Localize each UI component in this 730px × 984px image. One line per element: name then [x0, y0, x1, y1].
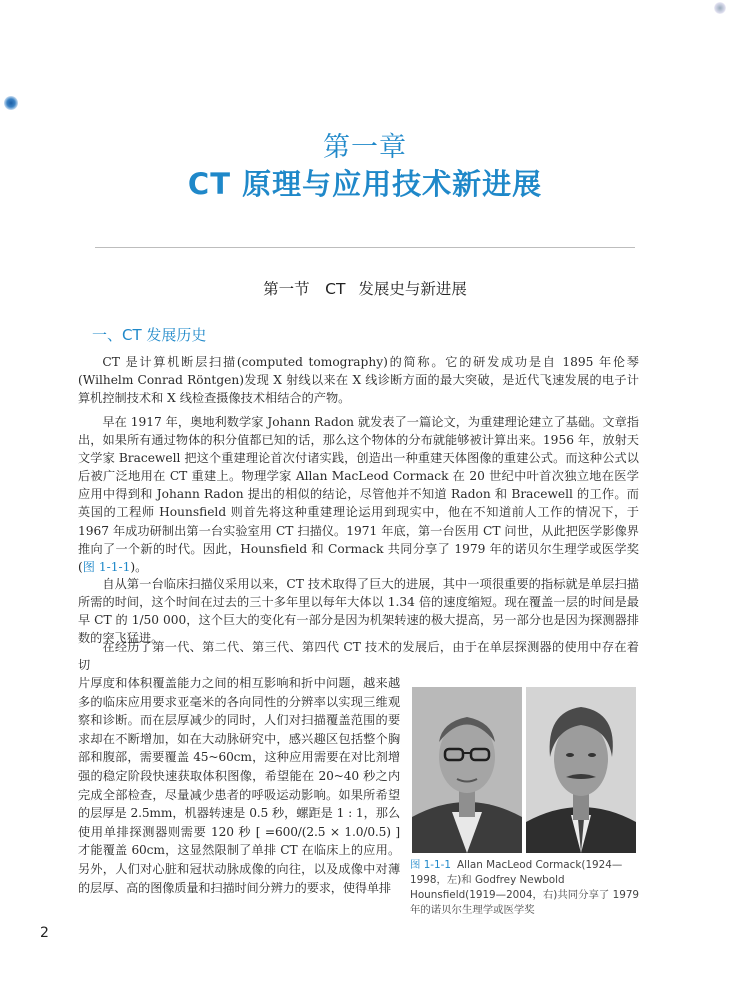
paragraph-2-text: 早在 1917 年，奥地利数学家 Johann Radon 就发表了一篇论文，为重建理论建立了基础。文章指出，如果所有通过物体的积分值都已知的话，那么这个物体的分布就能够被计算出来。1956 年，放射天文学家 Bracewell 把这个重建理论首次付诸实践，创造出一种重建天体图像的重建公式。而这种公式以后被广泛地用在 CT 重建上。物理学家 Allan MacLeod Cormack 在 20 世纪中叶首次独立地在医学应用中得到和 Johann Radon 提出的相似的结论，尽管他并不知道 Radon 和 Bracewell 的工作。而英国的工程师 Hounsfield 则首先将这种重建理论运用到现实中，他在不知道前人工作的情况下，于 1967 年成功研制出第一台实验室用 CT 扫描仪。1971 年底，第一台医用 CT 问世，从此把医学影像界推向了一个新的时代。因此，Hounsfield 和 Cormack 共同分享了 1979 年的诺贝尔生理学或医学奖(: [78, 415, 639, 574]
figure-label: 图 1-1-1: [410, 859, 452, 871]
page-number: 2: [40, 925, 49, 941]
portrait-left-icon: [412, 687, 522, 853]
paragraph-2: [78, 413, 639, 576]
corner-mark: [714, 2, 726, 14]
cormack-portrait-photo: [412, 687, 522, 853]
paragraph-3: 自从第一台临床扫描仪采用以来，CT 技术取得了巨大的进展，其中一项很重要的指标就是单层扫描所需的时间，这个时间在过去的三十多年里以每年大体以 1.34 倍的速度缩短。现在覆盖一层的时间是最早 CT 的 1/50 000，这个巨大的变化有一部分是因为机架转速的极大提高，另一部分也是因为探测器排数的突飞猛进。: [78, 577, 639, 646]
figure-photos: [412, 687, 636, 853]
portrait-right-icon: [526, 687, 636, 853]
paragraph-1: CT 是计算机断层扫描(computed tomography)的简称。它的研发成功是自 1895 年伦琴(Wilhelm Conrad Röntgen)发现 X 射线以来在 X 线诊断方面的最大突破，是近代飞速发展的电子计算机控制技术和 X 线检查摄像技术相结合的产物。: [78, 355, 639, 406]
subsection-title: 一、CT 发展历史: [92, 326, 207, 344]
paragraph-4: 在经历了第一代、第二代、第三代、第四代 CT 技术的发展后，由于在单层探测器的使用中存在着切: [78, 640, 639, 673]
hounsfield-portrait-photo: [526, 687, 636, 853]
chapter-number: 第一章: [323, 132, 407, 163]
chapter-divider: [95, 247, 635, 248]
paragraph-4-continued: 片厚度和体积覆盖能力之间的相互影响和折中问题，越来越多的临床应用要求亚毫米的各向同性的分辨率以实现三维观察和诊断。而在层厚减少的同时，人们对扫描覆盖范围的要求却在不断增加，如在大动脉研究中，感兴趣区包括整个胸部和腹部，需要覆盖 45~60cm，这种应用需要在对比剂增强的稳定阶段快速获取体积图像，希望能在 20~40 秒之内完成全部检查，尽量减少患者的呼吸运动影响。如果所希望的层厚是 2.5mm，机器转速是 0.5 秒，螺距是 1 : 1，那么使用单排探测器则需要 120 秒 [ =600/(2.5 × 1.0/0.5) ] 才能覆盖 60cm，这显然限制了单排 CT 在临床上的应用。另外，人们对心脏和冠状动脉成像的向往，以及成像中对薄的层厚、高的图像质量和扫描时间分辨力的要求，使得单排: [78, 676, 400, 895]
figure-caption: [410, 858, 640, 918]
binding-hole-dot: [4, 96, 18, 110]
chapter-title: CT 原理与应用技术新进展: [187, 167, 543, 201]
paragraph-2-tail: )。: [130, 559, 148, 574]
figure-reference-link[interactable]: 图 1-1-1: [82, 559, 131, 574]
figure-caption-text: Allan MacLeod Cormack(1924—1998，左)和 Godfrey Newbold Hounsfield(1919—2004，右)共同分享了 1979 年的诺贝尔生理学或医学奖: [410, 859, 640, 916]
section-title: 第一节 CT 发展史与新进展: [263, 280, 467, 298]
